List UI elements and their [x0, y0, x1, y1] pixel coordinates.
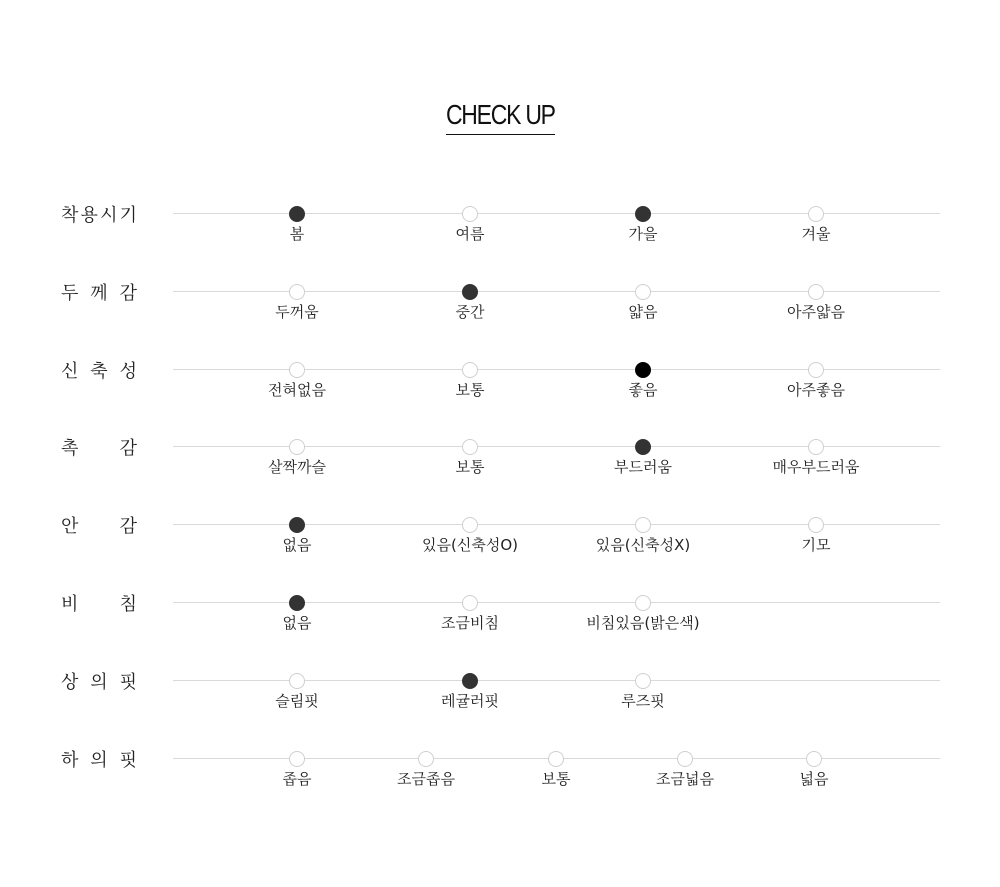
page-title: CHECK UP: [446, 97, 555, 135]
row-label-char: 기: [119, 205, 137, 226]
option-label: 전혀없음: [268, 381, 326, 399]
radio-dot-selected: [289, 517, 305, 533]
radio-dot-selected: [462, 284, 478, 300]
radio-dot: [808, 362, 824, 378]
checkup-row: [0, 747, 1000, 807]
radio-dot: [635, 284, 651, 300]
radio-dot: [462, 206, 478, 222]
row-label-char: 비: [61, 594, 79, 615]
option-label: 조금비침: [441, 614, 499, 632]
radio-dot: [677, 751, 693, 767]
radio-dot: [808, 284, 824, 300]
row-label-char: 의: [90, 672, 108, 693]
option-label: 기모: [801, 536, 831, 554]
row-label-char: 신: [61, 361, 79, 382]
option-label: 살짝까슬: [268, 458, 326, 476]
radio-dot: [289, 673, 305, 689]
row-label: [61, 591, 137, 615]
radio-dot: [808, 206, 824, 222]
radio-dot-selected: [635, 362, 651, 378]
option-label: 있음(신축성X): [595, 536, 691, 554]
checkup-row: [0, 669, 1000, 729]
checkup-row: [0, 513, 1000, 573]
option-label: 매우부드러움: [772, 458, 860, 476]
row-label-char: 감: [119, 283, 137, 304]
radio-dot: [289, 751, 305, 767]
option-label: 넓음: [799, 770, 829, 788]
option-label: 없음: [282, 536, 312, 554]
row-label: [61, 435, 137, 459]
row-label-char: 침: [119, 594, 137, 615]
option-label: 있음(신축성O): [422, 536, 518, 554]
option-label: 루즈핏: [621, 692, 665, 710]
radio-dot: [462, 517, 478, 533]
option-label: 가을: [628, 225, 658, 243]
radio-dot-selected: [289, 206, 305, 222]
option-label: 두꺼움: [275, 303, 319, 321]
row-label: [61, 280, 137, 304]
option-label: 겨울: [801, 225, 831, 243]
radio-dot: [462, 595, 478, 611]
radio-dot: [808, 517, 824, 533]
row-label-char: 성: [119, 361, 137, 382]
row-label-char: 하: [61, 750, 79, 771]
row-label-char: 핏: [119, 750, 137, 771]
checkup-row: [0, 358, 1000, 418]
option-label: 좁음: [282, 770, 312, 788]
checkup-row: [0, 202, 1000, 262]
radio-dot-selected: [635, 206, 651, 222]
row-label-char: 감: [119, 516, 137, 537]
row-label-char: 의: [90, 750, 108, 771]
option-label: 없음: [282, 614, 312, 632]
radio-dot: [548, 751, 564, 767]
option-label: 여름: [455, 225, 485, 243]
option-label: 중간: [455, 303, 485, 321]
row-label-char: 착: [61, 205, 79, 226]
checkup-row: [0, 435, 1000, 495]
row-label-char: 상: [61, 672, 79, 693]
option-label: 조금좁음: [397, 770, 455, 788]
row-label-char: 두: [61, 283, 79, 304]
radio-dot: [462, 362, 478, 378]
option-label: 레귤러핏: [441, 692, 499, 710]
radio-dot: [806, 751, 822, 767]
radio-dot-selected: [635, 439, 651, 455]
option-label: 보통: [455, 458, 485, 476]
radio-dot: [289, 439, 305, 455]
checkup-row: [0, 280, 1000, 340]
option-label: 부드러움: [614, 458, 672, 476]
option-label: 아주좋음: [787, 381, 845, 399]
option-label: 조금넓음: [656, 770, 714, 788]
radio-dot-selected: [462, 673, 478, 689]
radio-dot: [635, 517, 651, 533]
option-label: 좋음: [628, 381, 658, 399]
row-label: [61, 202, 137, 226]
option-label: 비침있음(밝은색): [586, 614, 700, 632]
option-label: 보통: [541, 770, 571, 788]
radio-dot: [289, 284, 305, 300]
row-label-char: 안: [61, 516, 79, 537]
radio-dot: [635, 673, 651, 689]
option-label: 얇음: [628, 303, 658, 321]
option-label: 보통: [455, 381, 485, 399]
row-label-char: 촉: [61, 438, 79, 459]
row-label: [61, 358, 137, 382]
radio-dot: [289, 362, 305, 378]
radio-dot: [418, 751, 434, 767]
row-label: [61, 513, 137, 537]
radio-dot: [462, 439, 478, 455]
page-title-wrap: [0, 97, 1000, 135]
row-label-char: 핏: [119, 672, 137, 693]
row-label: [61, 669, 137, 693]
row-label: [61, 747, 137, 771]
option-label: 슬림핏: [275, 692, 319, 710]
option-label: 아주얇음: [787, 303, 845, 321]
checkup-row: [0, 591, 1000, 651]
radio-dot: [808, 439, 824, 455]
row-label-char: 께: [90, 283, 108, 304]
radio-dot: [635, 595, 651, 611]
radio-dot-selected: [289, 595, 305, 611]
row-label-char: 용: [80, 205, 98, 226]
option-label: 봄: [289, 225, 305, 243]
row-label-char: 감: [119, 438, 137, 459]
row-label-char: 시: [100, 205, 118, 226]
row-label-char: 축: [90, 361, 108, 382]
